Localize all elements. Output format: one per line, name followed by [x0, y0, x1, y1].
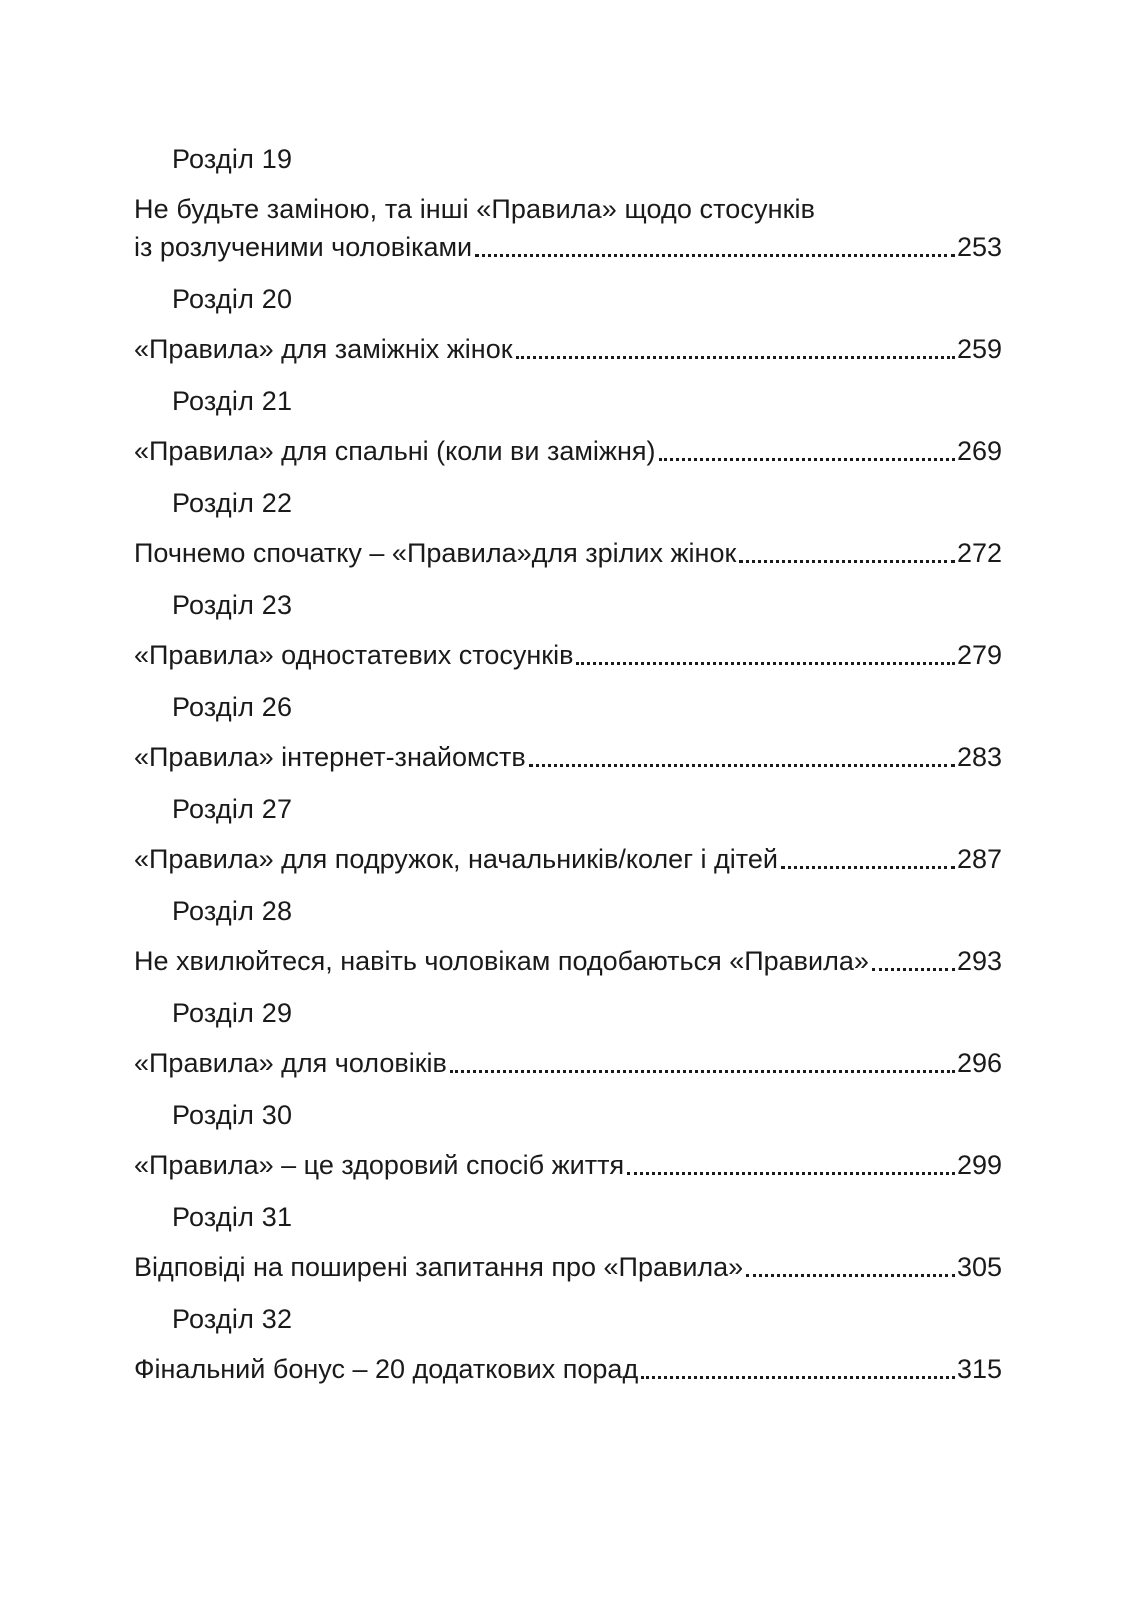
chapter-title: «Правила» – це здоровий спосіб життя	[134, 1150, 625, 1180]
page-number: 269	[956, 436, 1002, 466]
toc-entry	[134, 790, 1002, 878]
page-number: 293	[956, 946, 1002, 976]
chapter-title: «Правила» для спальні (коли ви заміжня)	[134, 436, 656, 466]
dot-leader	[641, 1376, 955, 1379]
toc-entry	[134, 1096, 1002, 1184]
dot-leader	[746, 1274, 955, 1277]
toc-entry	[134, 688, 1002, 776]
chapter-label: Розділ 29	[172, 998, 293, 1028]
page-number: 305	[956, 1252, 1002, 1282]
chapter-label: Розділ 27	[172, 794, 293, 824]
chapter-label: Розділ 28	[172, 896, 293, 926]
chapter-label: Розділ 26	[172, 692, 293, 722]
toc-entry	[134, 892, 1002, 980]
chapter-title: Фінальний бонус – 20 додаткових порад	[134, 1354, 639, 1384]
chapter-title: «Правила» інтернет-знайомств	[134, 742, 526, 772]
page-number: 299	[956, 1150, 1002, 1180]
dot-leader	[659, 458, 955, 461]
chapter-title: Почнемо спочатку – «Правила»для зрілих жінок	[134, 538, 737, 568]
dot-leader	[576, 662, 955, 665]
table-of-contents	[134, 140, 1002, 1402]
chapter-title: «Правила» для подружок, начальників/колег і дітей	[134, 844, 778, 874]
toc-entry	[134, 1300, 1002, 1388]
chapter-label: Розділ 32	[172, 1304, 293, 1334]
chapter-title: Відповіді на поширені запитання про «Правила»	[134, 1252, 744, 1282]
page-number: 272	[956, 538, 1002, 568]
chapter-title: Не хвилюйтеся, навіть чоловікам подобаються «Правила»	[134, 946, 869, 976]
page-number: 315	[956, 1354, 1002, 1384]
chapter-title: із розлученими чоловіками	[134, 232, 473, 262]
dot-leader	[450, 1070, 955, 1073]
page-number: 253	[956, 232, 1002, 262]
dot-leader	[872, 968, 955, 971]
chapter-label: Розділ 22	[172, 488, 293, 518]
toc-row	[134, 534, 1002, 572]
toc-row	[134, 1350, 1002, 1388]
chapter-label: Розділ 20	[172, 284, 293, 314]
toc-entry	[134, 280, 1002, 368]
chapter-label: Розділ 21	[172, 386, 293, 416]
chapter-label: Розділ 31	[172, 1202, 293, 1232]
chapter-title: «Правила» для чоловіків	[134, 1048, 447, 1078]
toc-row	[134, 636, 1002, 674]
chapter-title: «Правила» одностатевих стосунків	[134, 640, 574, 670]
page-number: 279	[956, 640, 1002, 670]
chapter-label: Розділ 23	[172, 590, 293, 620]
toc-entry	[134, 994, 1002, 1082]
page-number: 287	[956, 844, 1002, 874]
toc-row	[134, 330, 1002, 368]
toc-entry	[134, 382, 1002, 470]
dot-leader	[739, 560, 955, 563]
toc-row	[134, 1146, 1002, 1184]
dot-leader	[627, 1172, 955, 1175]
dot-leader	[529, 764, 955, 767]
page-number: 283	[956, 742, 1002, 772]
toc-entry	[134, 1198, 1002, 1286]
chapter-title-line: Не будьте заміною, та інші «Правила» щодо стосунків	[134, 194, 816, 224]
toc-entry	[134, 586, 1002, 674]
toc-row	[134, 228, 1002, 266]
toc-row	[134, 840, 1002, 878]
chapter-label: Розділ 30	[172, 1100, 293, 1130]
page-number: 296	[956, 1048, 1002, 1078]
toc-row	[134, 738, 1002, 776]
dot-leader	[516, 356, 955, 359]
page-number: 259	[956, 334, 1002, 364]
dot-leader	[475, 254, 955, 257]
toc-entry	[134, 484, 1002, 572]
chapter-label: Розділ 19	[172, 144, 293, 174]
toc-entry	[134, 140, 1002, 266]
dot-leader	[781, 866, 955, 869]
toc-row	[134, 432, 1002, 470]
toc-row	[134, 942, 1002, 980]
chapter-title: «Правила» для заміжніх жінок	[134, 334, 513, 364]
toc-row	[134, 1248, 1002, 1286]
toc-row	[134, 1044, 1002, 1082]
